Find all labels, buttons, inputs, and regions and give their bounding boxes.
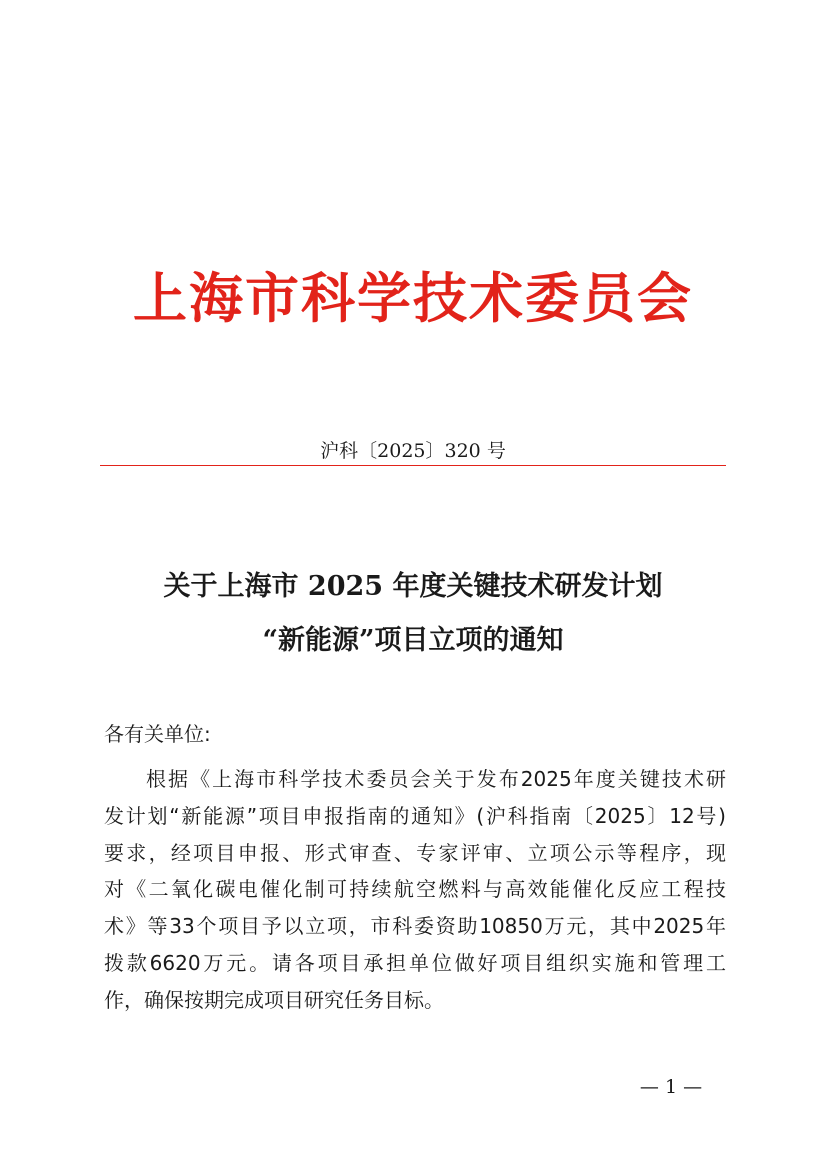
- salutation: 各有关单位:: [104, 722, 211, 746]
- body-line-6: 拨款6620万元。请各项目承担单位做好项目组织实施和管理工: [104, 950, 726, 975]
- red-separator-line: [100, 465, 726, 466]
- body-line-3: 要求，经项目申报、形式审查、专家评审、立项公示等程序，现: [104, 840, 726, 865]
- body-line-5: 术》等33个项目予以立项，市科委资助10850万元，其中2025年: [104, 914, 726, 939]
- body-line-7: 作，确保按期完成项目研究任务目标。: [104, 987, 444, 1012]
- page-number: — 1 —: [639, 1076, 703, 1098]
- issuer-masthead: 上海市科学技术委员会: [133, 266, 693, 330]
- title-line-1: 关于上海市 2025 年度关键技术研发计划: [163, 571, 663, 602]
- document-title: [0, 560, 826, 668]
- body-line-2: 发计划“新能源”项目申报指南的通知》(沪科指南〔2025〕12号): [104, 803, 726, 828]
- title-line-2: “新能源”项目立项的通知: [262, 625, 564, 656]
- body-line-4: 对《二氧化碳电催化制可持续航空燃料与高效能催化反应工程技: [104, 877, 726, 902]
- body-paragraph: [104, 761, 726, 1019]
- body-line-1: 根据《上海市科学技术委员会关于发布2025年度关键技术研: [146, 767, 726, 791]
- document-number: 沪科〔2025〕320 号: [320, 440, 506, 462]
